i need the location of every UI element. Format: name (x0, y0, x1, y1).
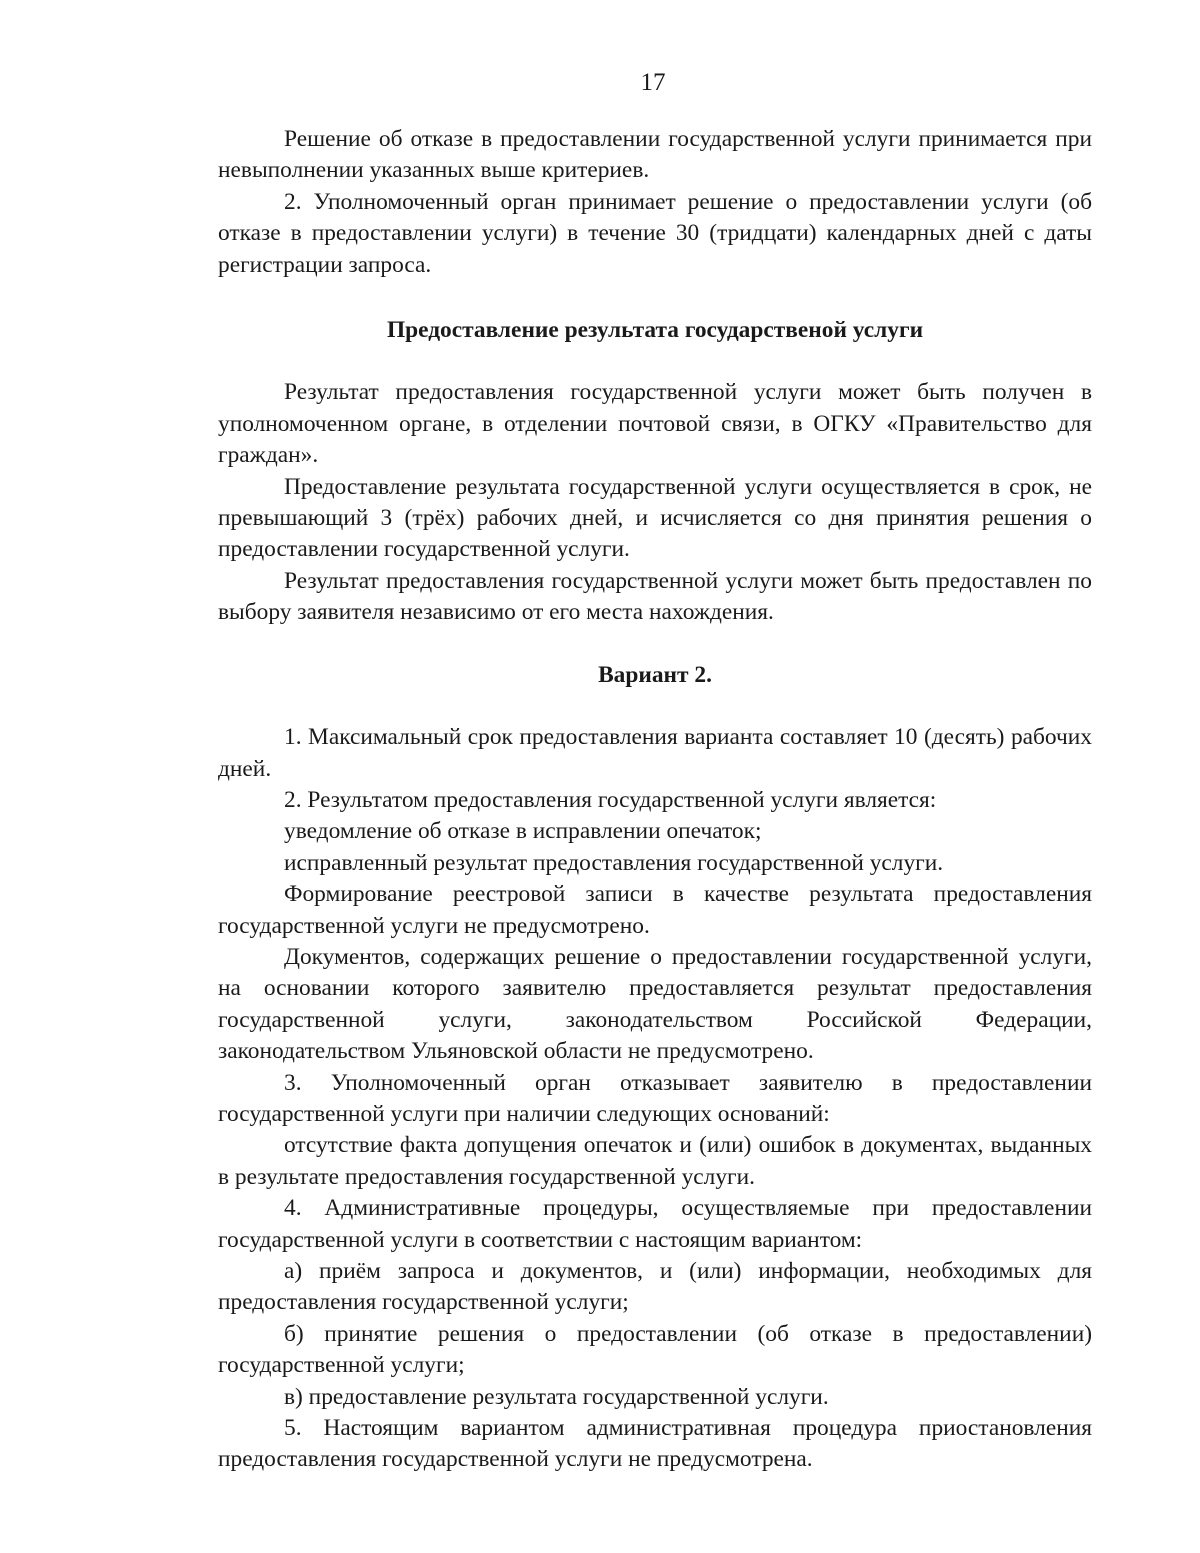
document-body (218, 124, 1092, 1476)
paragraph: Решение об отказе в предоставлении государственной услуги принимается при невыполнении указанных выше критериев. (218, 126, 1092, 184)
spacer (218, 629, 1092, 660)
paragraph: Результат предоставления государственной услуги может быть предоставлен по выбору заявителя независимо от его места нахождения. (218, 567, 1092, 626)
paragraph: уведомление об отказе в исправлении опечаток; (284, 818, 762, 845)
spacer (218, 346, 1092, 377)
section-heading-result: Предоставление результата государственой услуги (386, 317, 924, 344)
paragraph: а) приём запроса и документов, и (или) информации, необходимых для предоставления государственной услуги; (218, 1258, 1092, 1316)
paragraph: исправленный результат предоставления государственной услуги. (284, 849, 944, 876)
paragraph: отсутствие факта допущения опечаток и (или) ошибок в документах, выданных в результате предоставления государственной услуги. (218, 1132, 1092, 1190)
paragraph: Формирование реестровой записи в качестве результата предоставления государственной услуги не предусмотрено. (218, 881, 1092, 939)
section-heading-variant-2: Вариант 2. (598, 661, 712, 688)
paragraph: 1. Максимальный срок предоставления варианта составляет 10 (десять) рабочих дней. (218, 724, 1092, 782)
spacer (218, 281, 1092, 315)
paragraph: б) принятие решения о предоставлении (об отказе в предоставлении) государственной услуги; (218, 1320, 1092, 1379)
paragraph: 2. Уполномоченный орган принимает решение о предоставлении услуги (об отказе в предоставлении услуги) в течение 30 (тридцати) календарных дней с даты регистрации запроса. (218, 188, 1092, 278)
paragraph: 5. Настоящим вариантом административная процедура приостановления предоставления государственной услуги не предусмотрена. (218, 1415, 1092, 1473)
page-number: 17 (640, 69, 666, 96)
paragraph: 4. Административные процедуры, осуществляемые при предоставлении государственной услуги в соответствии с настоящим вариантом: (218, 1195, 1092, 1253)
paragraph: 3. Уполномоченный орган отказывает заявителю в предоставлении государственной услуги при наличии следующих оснований: (218, 1069, 1092, 1127)
paragraph: 2. Результатом предоставления государственной услуги является: (284, 786, 937, 813)
paragraph: Предоставление результата государственной услуги осуществляется в срок, не превышающий 3 (трёх) рабочих дней, и исчисляется со дня принятия решения о предоставлении государственной услуги. (218, 473, 1092, 563)
paragraph: в) предоставление результата государственной услуги. (284, 1383, 829, 1410)
paragraph: Документов, содержащих решение о предоставлении государственной услуги, на основании которого заявителю предоставляется результат предоставления государственной услуги, законодательством Российской Федерации, законодательством Ульяновской области не предусмотрено. (218, 943, 1092, 1065)
paragraph: Результат предоставления государственной услуги может быть получен в уполномоченном органе, в отделении почтовой связи, в ОГКУ «Правительство для граждан». (218, 379, 1092, 469)
spacer (218, 691, 1092, 722)
